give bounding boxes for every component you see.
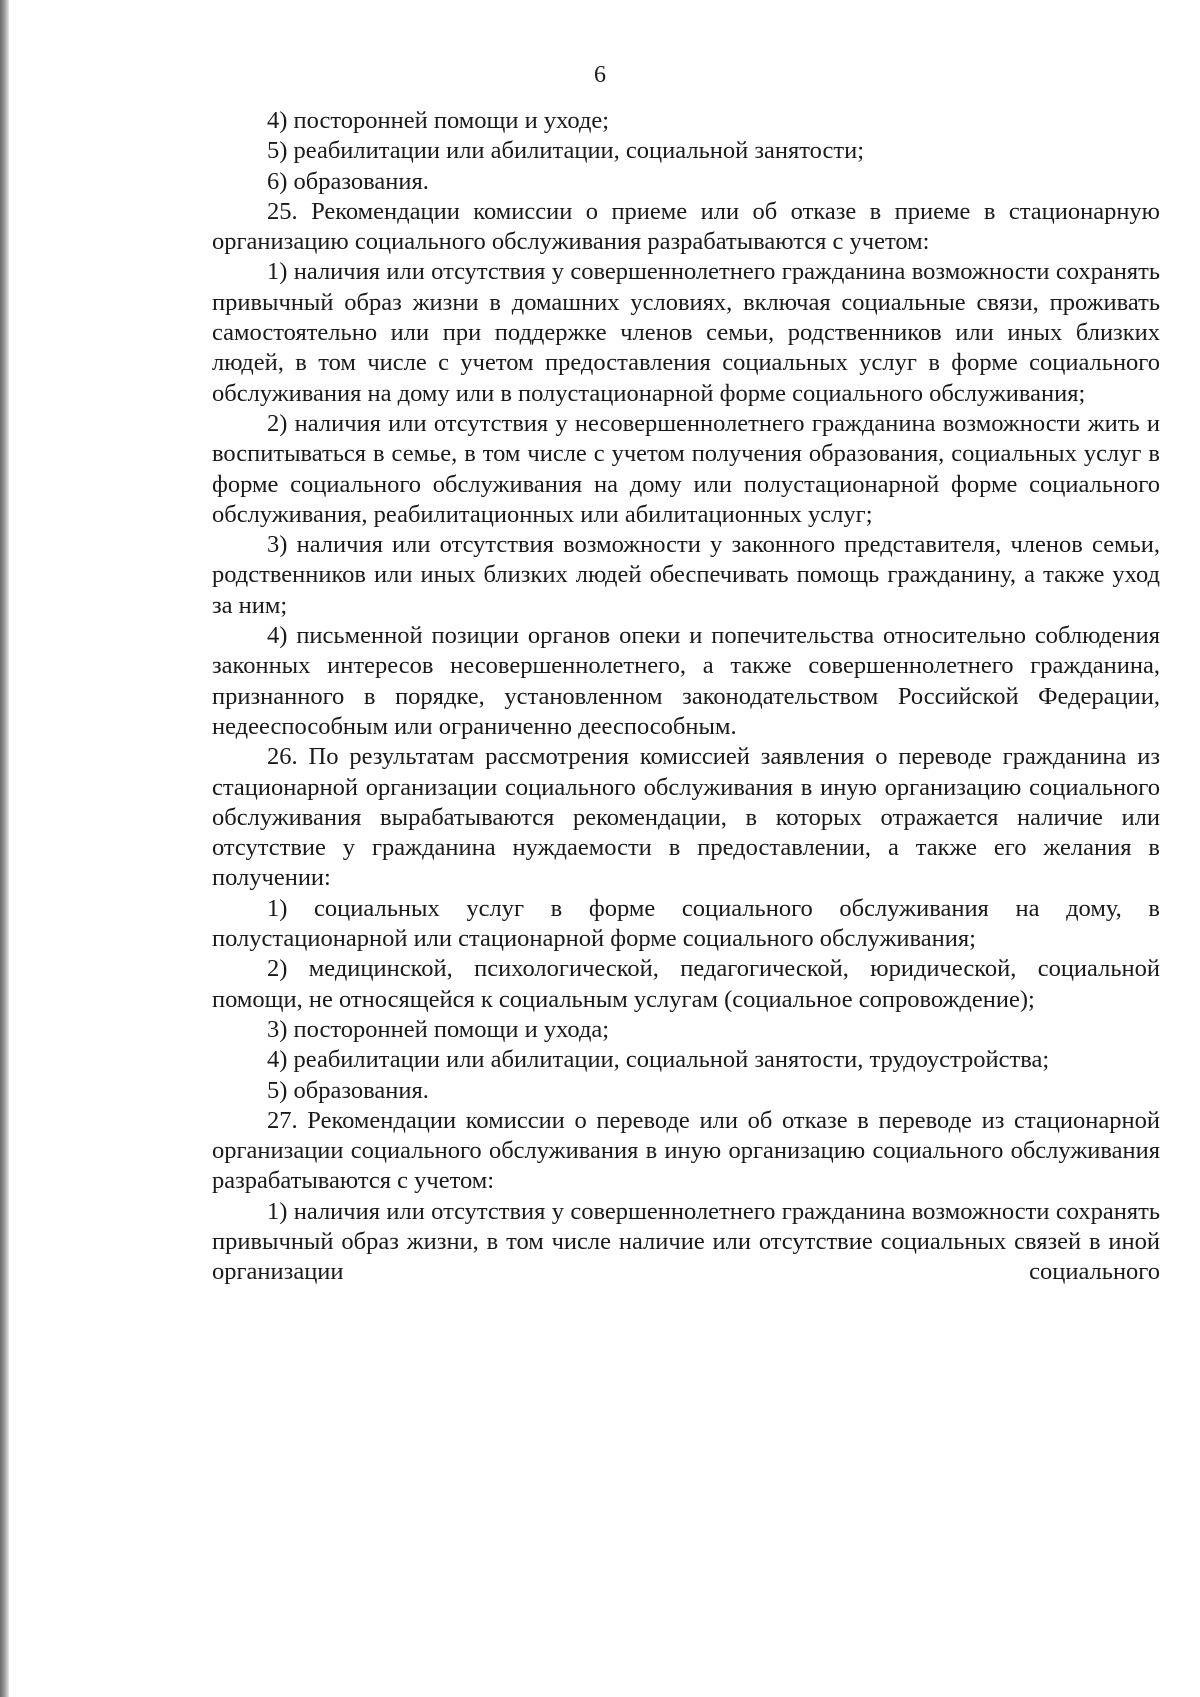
list-item: 5) образования. bbox=[267, 1076, 429, 1104]
list-item: 1) социальных услуг в форме социального обслуживания на дому, в полустационарной или стационарной форме социального обслуживания; bbox=[212, 894, 1160, 953]
list-item: 2) наличия или отсутствия у несовершеннолетнего гражданина возможности жить и воспитываться в семье, в том числе с учетом получения образования, социальных услуг в форме социального обслуживания на дому или полустационарной форме социального обслуживания, реабилитационных или абилитационных услуг; bbox=[212, 409, 1160, 528]
list-item: 2) медицинской, психологической, педагогической, юридической, социальной помощи, не относящейся к социальным услугам (социальное сопровождение); bbox=[212, 955, 1160, 1013]
list-item: 3) посторонней помощи и ухода; bbox=[267, 1015, 610, 1043]
list-item: 4) посторонней помощи и уходе; bbox=[267, 107, 610, 134]
list-item: 4) письменной позиции органов опеки и попечительства относительно соблюдения законных интересов несовершеннолетнего, а также совершеннолетнего гражданина, признанного в порядке, установленном законодательством Российской Федерации, недееспособным или ограниченно дееспособным. bbox=[212, 622, 1160, 740]
paragraph-27: 27. Рекомендации комиссии о переводе или об отказе в переводе из стационарной организации социального обслуживания в иную организацию социального обслуживания разрабатываются с учетом: bbox=[212, 1106, 1160, 1195]
list-item: 1) наличия или отсутствия у совершеннолетнего гражданина возможности сохранять привычный образ жизни, в том числе наличие или отсутствие социальных связей в иной организации социального bbox=[212, 1197, 1160, 1286]
list-item: 4) реабилитации или абилитации, социальной занятости, трудоустройства; bbox=[267, 1046, 1050, 1074]
list-item: 1) наличия или отсутствия у совершеннолетнего гражданина возможности сохранять привычный образ жизни в домашних условиях, включая социальные связи, проживать самостоятельно или при поддержке членов семьи, родственников или иных близких людей, в том числе с учетом предоставления социальных услуг в форме социального обслуживания на дому или в полустационарной форме социального обслуживания; bbox=[212, 258, 1160, 407]
paragraph-26: 26. По результатам рассмотрения комиссией заявления о переводе гражданина из стационарной организации социального обслуживания в иную организацию социального обслуживания вырабатываются рекомендации, в которых отражается наличие или отсутствие у гражданина нуждаемости в предоставлении, а также его желания в получении: bbox=[212, 743, 1160, 892]
page-number: 6 bbox=[594, 62, 606, 88]
scan-edge-shadow bbox=[0, 0, 9, 1697]
paragraph-25: 25. Рекомендации комиссии о приеме или об отказе в приеме в стационарную организацию социального обслуживания разрабатываются с учетом: bbox=[212, 197, 1160, 256]
list-item: 5) реабилитации или абилитации, социальной занятости; bbox=[267, 137, 865, 165]
document-body bbox=[212, 106, 1160, 1288]
list-item: 6) образования. bbox=[267, 167, 429, 195]
list-item: 3) наличия или отсутствия возможности у законного представителя, членов семьи, родственников или иных близких людей обеспечивать помощь гражданину, а также уход за ним; bbox=[212, 531, 1160, 619]
